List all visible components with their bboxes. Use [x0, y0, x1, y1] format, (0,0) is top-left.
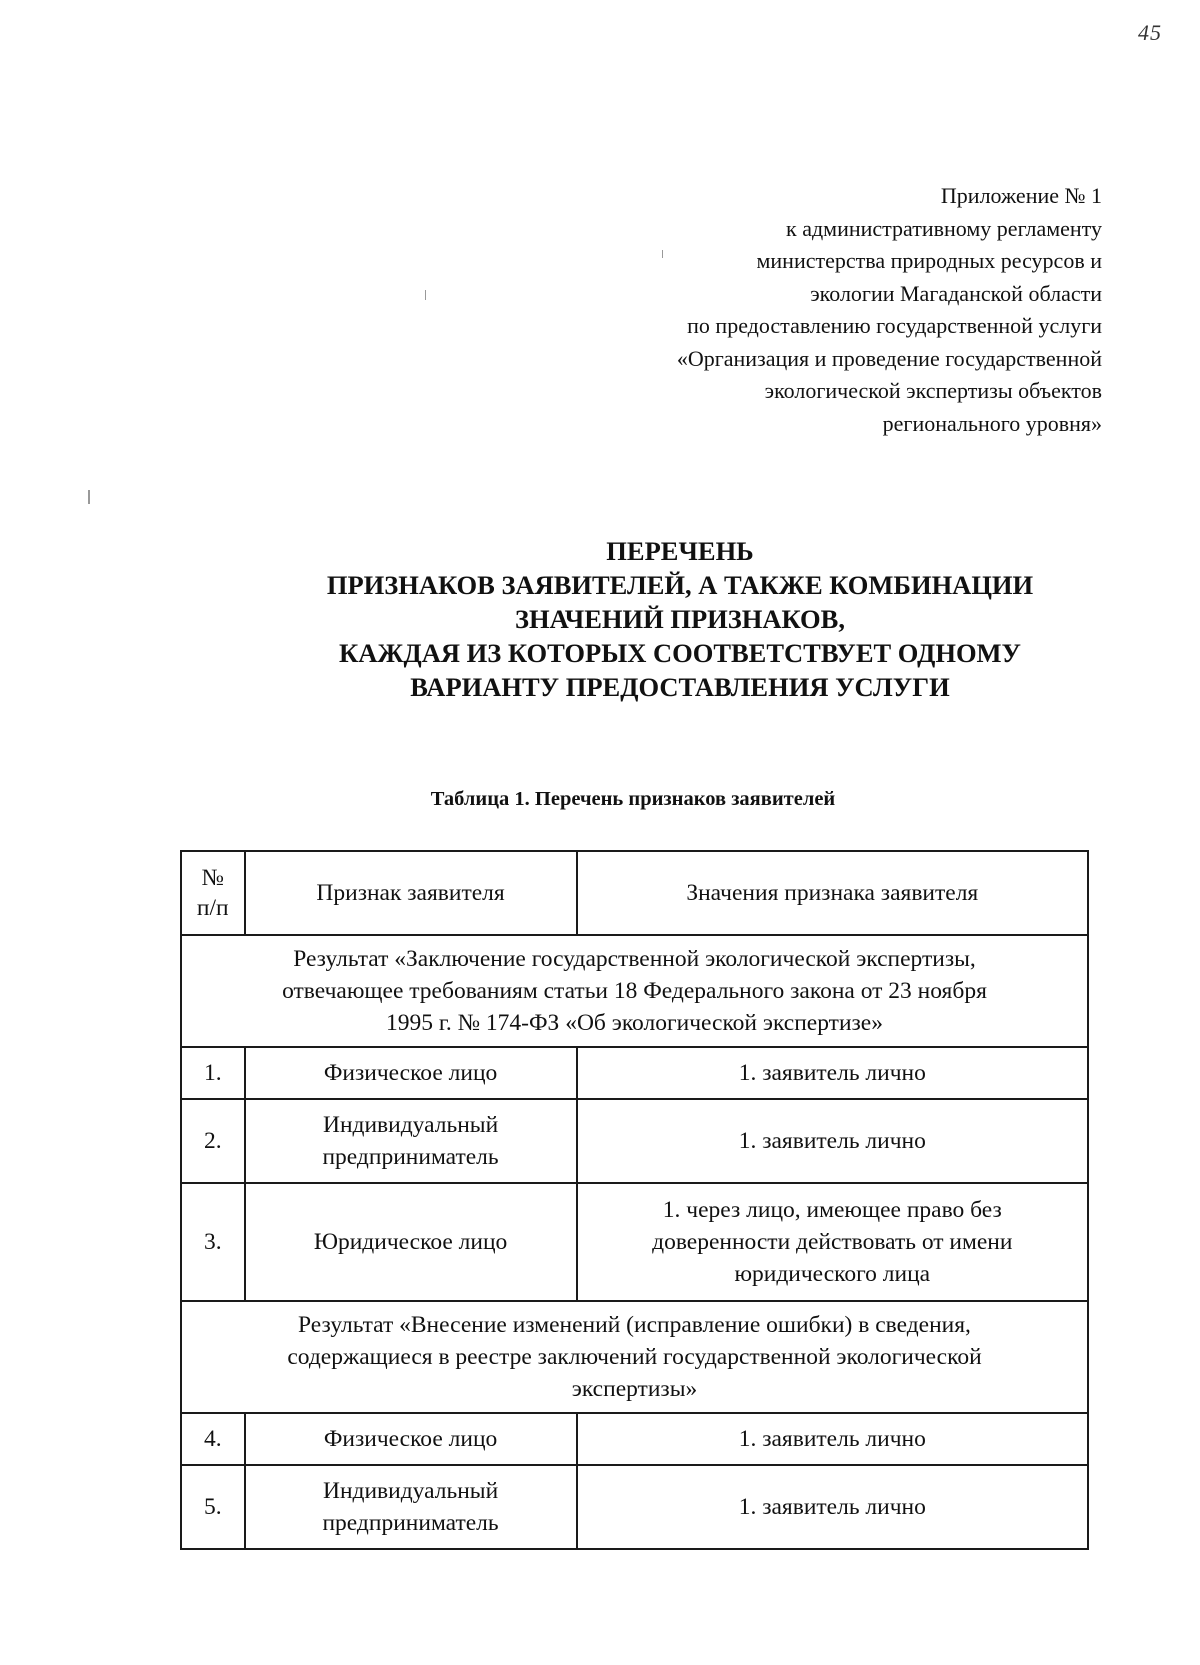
- row-sign: Физическое лицо: [245, 1047, 577, 1099]
- row-sign: [245, 1099, 577, 1183]
- row-number: 3.: [181, 1183, 245, 1301]
- scan-speck: [88, 490, 90, 504]
- row-value: [577, 1183, 1088, 1301]
- appendix-line: к административному регламенту: [786, 215, 1102, 241]
- row-value-line: юридического лица: [734, 1261, 931, 1287]
- row-sign-line: предприниматель: [322, 1144, 499, 1170]
- row-value: 1. заявитель лично: [577, 1413, 1088, 1465]
- group-result-changes: [181, 1301, 1088, 1413]
- group-line: экспертизы»: [571, 1376, 698, 1402]
- table-row: [181, 1047, 1088, 1099]
- row-number: 4.: [181, 1413, 245, 1465]
- table-row: [181, 1413, 1088, 1465]
- row-sign-line: Индивидуальный: [322, 1478, 499, 1504]
- row-number: 5.: [181, 1465, 245, 1549]
- table-row: [181, 1465, 1088, 1549]
- row-value-line: доверенности действовать от имени: [652, 1229, 1013, 1255]
- appendix-line: экологии Магаданской области: [810, 280, 1102, 306]
- table-header-row: [181, 851, 1088, 935]
- page-number: 45: [1138, 20, 1162, 45]
- row-value: 1. заявитель лично: [577, 1047, 1088, 1099]
- group-line: отвечающее требованиям статьи 18 Федерального закона от 23 ноября: [282, 978, 987, 1004]
- group-line: Результат «Внесение изменений (исправление ошибки) в сведения,: [298, 1312, 971, 1338]
- appendix-line: Приложение № 1: [940, 183, 1102, 208]
- table-row: [181, 1183, 1088, 1301]
- appendix-line: экологической экспертизы объектов: [764, 378, 1102, 403]
- header-sign: Признак заявителя: [245, 851, 577, 935]
- appendix-line: «Организация и проведение государственной: [676, 345, 1102, 371]
- scan-speck: [425, 290, 426, 300]
- row-sign: [245, 1465, 577, 1549]
- row-value-line: 1. через лицо, имеющее право без: [662, 1197, 1002, 1223]
- title-line: ВАРИАНТУ ПРЕДОСТАВЛЕНИЯ УСЛУГИ: [410, 672, 950, 702]
- appendix-line: регионального уровня»: [882, 410, 1102, 436]
- appendix-note: [582, 180, 1102, 440]
- row-sign-line: Индивидуальный: [322, 1112, 499, 1138]
- applicant-signs-table: [180, 850, 1089, 1550]
- row-number: 1.: [181, 1047, 245, 1099]
- row-sign-line: предприниматель: [322, 1510, 499, 1536]
- table-row: [181, 1099, 1088, 1183]
- group-line: Результат «Заключение государственной экологической экспертизы,: [293, 946, 976, 972]
- appendix-line: по предоставлению государственной услуги: [687, 313, 1102, 338]
- group-line: 1995 г. № 174-ФЗ «Об экологической экспертизе»: [386, 1010, 883, 1036]
- header-value: Значения признака заявителя: [577, 851, 1088, 935]
- table-caption: Таблица 1. Перечень признаков заявителей: [430, 788, 836, 810]
- header-number-abbr: п/п: [196, 895, 229, 921]
- title-line: ПРИЗНАКОВ ЗАЯВИТЕЛЕЙ, А ТАКЖЕ КОМБИНАЦИИ: [326, 570, 1034, 600]
- group-line: содержащиеся в реестре заключений государственной экологической: [287, 1344, 982, 1370]
- title-line: КАЖДАЯ ИЗ КОТОРЫХ СООТВЕТСТВУЕТ ОДНОМУ: [338, 638, 1022, 668]
- row-value: 1. заявитель лично: [577, 1099, 1088, 1183]
- appendix-line: министерства природных ресурсов и: [756, 248, 1102, 273]
- table-group-row: [181, 1301, 1088, 1413]
- row-sign: Юридическое лицо: [245, 1183, 577, 1301]
- title-line: ПЕРЕЧЕНЬ: [606, 536, 754, 566]
- group-result-conclusion: [181, 935, 1088, 1047]
- header-number: [181, 851, 245, 935]
- title-line: ЗНАЧЕНИЙ ПРИЗНАКОВ,: [515, 604, 845, 634]
- header-number-symbol: №: [201, 865, 224, 891]
- row-value: 1. заявитель лично: [577, 1465, 1088, 1549]
- row-number: 2.: [181, 1099, 245, 1183]
- document-title: [240, 534, 1120, 704]
- row-sign: Физическое лицо: [245, 1413, 577, 1465]
- table-group-row: [181, 935, 1088, 1047]
